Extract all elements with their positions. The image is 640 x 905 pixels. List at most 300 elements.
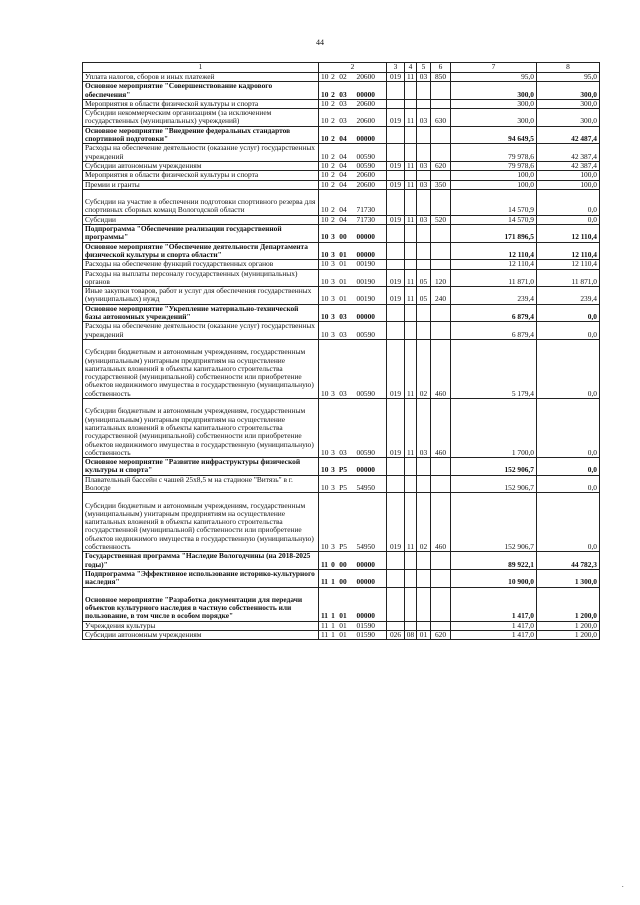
row-code [319,269,387,287]
row-code [319,260,387,269]
code-part: 2 [331,134,335,144]
header-cell: 6 [431,63,451,73]
row-name: Субсидии бюджетным и автономным учреждениям, государственным (муниципальным) унитарным предприятиям на осуществление капитальных вложений в объекты капитального строительства государственной (муниципальной) собственности или приобретение объектов недвижимого имущества в государственную (муниципальную) собственность [83,339,319,398]
row-c6: 620 [431,161,451,170]
code-part: 03 [339,312,347,322]
row-c4: 08 [405,631,417,640]
row-c3: 019 [387,339,405,398]
row-c3 [387,189,405,215]
code-part: 2 [331,205,335,215]
row-c7: 100,0 [451,171,537,180]
row-name: Мероприятия в области физической культуры и спорта [83,171,319,180]
row-name: Мероприятия в области физической культуры и спорта [83,99,319,108]
row-c4 [405,99,417,108]
row-c7: 10 900,0 [451,569,537,587]
code-part: 04 [339,170,347,180]
row-c4 [405,475,417,493]
row-c6 [431,552,451,570]
row-c4: 11 [405,287,417,305]
row-c4: 11 [405,109,417,127]
code-part: 10 [321,161,329,170]
code-part: 3 [331,542,335,552]
row-code [319,109,387,127]
row-name: Субсидии на участие в обеспечении подготовки спортивного резерва для спортивных сборных команд Вологодской области [83,189,319,215]
code-part: 2 [331,99,335,108]
row-name: Основное мероприятие "Разработка документации для передачи объектов культурного наследия в частную собственность или пользование, в том числе в особом порядке" [83,587,319,621]
row-c3: 019 [387,161,405,170]
row-c7: 14 570,9 [451,215,537,224]
row-code [319,475,387,493]
table-row [83,99,600,108]
table-row [83,493,600,552]
row-c3 [387,587,405,621]
row-name: Субсидии некоммерческим организациям (за исключением государственных (муниципальных) учреждений) [83,109,319,127]
row-name: Расходы на обеспечение деятельности (оказание услуг) государственных учреждений [83,322,319,340]
row-code [319,569,387,587]
table-row [83,287,600,305]
row-name: Расходы на обеспечение деятельности (оказание услуг) государственных учреждений [83,144,319,162]
row-c5 [417,242,431,260]
code-part: 00590 [356,447,375,457]
row-c4 [405,458,417,476]
row-code [319,552,387,570]
row-c4 [405,144,417,162]
row-c5 [417,189,431,215]
code-part: 2 [331,180,335,189]
row-c3 [387,552,405,570]
row-c3 [387,126,405,144]
row-c7: 94 649,5 [451,126,537,144]
row-name: Расходы на выплаты персоналу государственных (муниципальных) органов [83,269,319,287]
row-c6 [431,242,451,260]
row-c5: 02 [417,493,431,552]
code-part: 10 [321,388,329,398]
row-c5 [417,569,431,587]
row-c5 [417,225,431,243]
code-part: 3 [331,465,335,475]
row-code [319,189,387,215]
row-c5: 03 [417,215,431,224]
table-row [83,587,600,621]
code-part: 00190 [356,276,375,286]
code-part: 10 [321,259,329,269]
row-c8: 300,0 [537,109,600,127]
code-part: 00190 [356,259,375,269]
code-part: 10 [321,447,329,457]
table-row [83,180,600,189]
row-c8: 44 782,3 [537,552,600,570]
row-c7: 1 700,0 [451,399,537,458]
row-c3 [387,99,405,108]
row-c8: 42 387,4 [537,161,600,170]
row-c8: 12 110,4 [537,260,600,269]
row-c5 [417,99,431,108]
code-part: 3 [331,482,335,492]
row-code [319,99,387,108]
row-c5: 02 [417,339,431,398]
row-c6: 850 [431,73,451,82]
code-part: 71730 [356,215,375,224]
budget-table [82,62,600,640]
row-c3: 019 [387,109,405,127]
code-part: 10 [321,180,329,189]
row-c8: 12 110,4 [537,242,600,260]
row-code [319,322,387,340]
row-c5: 05 [417,287,431,305]
row-c8: 42 387,4 [537,144,600,162]
row-c7: 14 570,9 [451,189,537,215]
row-c3 [387,322,405,340]
row-name: Основное мероприятие "Обеспечение деятельности Департамента физической культуры и спорта области" [83,242,319,260]
row-c6 [431,458,451,476]
row-c3: 019 [387,215,405,224]
code-part: 03 [339,116,347,126]
row-code [319,73,387,82]
row-c8: 11 871,0 [537,269,600,287]
code-part: 3 [331,259,335,269]
row-c7: 6 879,4 [451,304,537,322]
code-part: 00 [339,232,347,242]
row-name: Основное мероприятие "Развитие инфраструктуры физической культуры и спорта" [83,458,319,476]
row-c5 [417,458,431,476]
row-c4: 11 [405,215,417,224]
code-part: 1 [331,630,335,640]
row-c5: 03 [417,180,431,189]
table-row [83,322,600,340]
row-c7: 79 978,6 [451,144,537,162]
row-c4 [405,171,417,180]
code-part: 01 [339,249,347,259]
row-c5: 03 [417,73,431,82]
header-cell: 8 [537,63,600,73]
row-c6: 460 [431,399,451,458]
row-code [319,225,387,243]
row-c8: 95,0 [537,73,600,82]
table-row [83,458,600,476]
row-c3: 019 [387,399,405,458]
code-part: P5 [338,465,348,475]
row-c5 [417,82,431,100]
row-c4: 11 [405,339,417,398]
row-code [319,304,387,322]
header-cell: 1 [83,63,319,73]
code-part: 10 [321,134,329,144]
row-c4: 11 [405,73,417,82]
table-row [83,269,600,287]
table-row [83,399,600,458]
row-c4 [405,304,417,322]
row-c8: 300,0 [537,99,600,108]
row-c6: 620 [431,631,451,640]
row-c5 [417,144,431,162]
row-c5 [417,171,431,180]
row-c4: 11 [405,180,417,189]
row-code [319,144,387,162]
row-c6 [431,587,451,621]
row-c8: 100,0 [537,171,600,180]
row-code [319,587,387,621]
row-name: Плавательный бассейн с чашей 25х8,5 м на стадионе "Витязь" в г. Вологде [83,475,319,493]
code-part: 04 [339,205,347,215]
row-c6 [431,189,451,215]
row-code [319,242,387,260]
table-row [83,171,600,180]
row-code [319,621,387,630]
table-row [83,621,600,630]
row-c8: 0,0 [537,215,600,224]
code-part: 04 [339,215,347,224]
row-code [319,171,387,180]
code-part: 01 [339,294,347,304]
row-c6 [431,569,451,587]
row-code [319,631,387,640]
code-part: 01 [339,621,347,630]
row-c7: 1 417,0 [451,631,537,640]
code-part: 00 [339,559,347,569]
row-c4 [405,587,417,621]
row-name: Расходы на обеспечение функций государственных органов [83,260,319,269]
row-c4 [405,82,417,100]
row-c7: 152 906,7 [451,493,537,552]
table-row [83,260,600,269]
row-c8: 0,0 [537,189,600,215]
row-c5: 03 [417,161,431,170]
table-header-row [83,63,600,73]
code-part: 0 [331,559,335,569]
row-c3 [387,621,405,630]
row-c3 [387,260,405,269]
code-part: 10 [321,116,329,126]
row-code [319,82,387,100]
code-part: 3 [331,329,335,339]
code-part: 03 [339,99,347,108]
row-c4: 11 [405,493,417,552]
row-name: Субсидии автономным учреждениям [83,631,319,640]
code-part: 54950 [356,542,375,552]
code-part: 04 [339,180,347,189]
row-c3: 019 [387,180,405,189]
code-part: 00 [339,577,347,587]
row-c8: 1 300,0 [537,569,600,587]
code-part: 20600 [356,180,375,189]
row-c4 [405,621,417,630]
table-row [83,225,600,243]
row-c6 [431,475,451,493]
row-c4: 11 [405,269,417,287]
row-c6: 240 [431,287,451,305]
header-cell: 2 [319,63,387,73]
row-c5: 01 [417,631,431,640]
row-c7: 300,0 [451,109,537,127]
row-c5 [417,126,431,144]
code-part: 2 [331,151,335,161]
row-c5 [417,475,431,493]
row-name: Субсидии бюджетным и автономным учреждениям, государственным (муниципальным) унитарным предприятиям на осуществление капитальных вложений в объекты капитального строительства государственной (муниципальной) собственности или приобретение объектов недвижимого имущества в государственную (муниципальную) собственность [83,493,319,552]
code-part: 11 [321,621,329,630]
row-name: Иные закупки товаров, работ и услуг для обеспечения государственных (муниципальных) нужд [83,287,319,305]
row-name: Основное мероприятие "Совершенствование кадрового обеспечения" [83,82,319,100]
header-cell: 5 [417,63,431,73]
code-part: 10 [321,465,329,475]
table-row [83,339,600,398]
code-part: P5 [339,482,347,492]
code-part: 10 [321,329,329,339]
code-part: 00590 [356,151,375,161]
code-part: 3 [331,276,335,286]
row-c7: 5 179,4 [451,339,537,398]
row-name: Субсидии автономным учреждениям [83,161,319,170]
code-part: 01590 [356,630,375,640]
code-part: 03 [339,388,347,398]
row-c7: 152 906,7 [451,458,537,476]
row-c8: 0,0 [537,304,600,322]
page-number: 44 [316,38,324,47]
row-c4: 11 [405,161,417,170]
row-c6: 120 [431,269,451,287]
row-c7: 300,0 [451,82,537,100]
row-c4 [405,189,417,215]
code-part: 10 [321,294,329,304]
table-row [83,215,600,224]
row-c3 [387,304,405,322]
row-c4 [405,126,417,144]
row-c7: 89 922,1 [451,552,537,570]
row-c8: 1 200,0 [537,621,600,630]
row-c3 [387,475,405,493]
table-row [83,569,600,587]
row-c8: 0,0 [537,458,600,476]
code-part: 03 [339,447,347,457]
row-c6 [431,260,451,269]
row-code [319,458,387,476]
row-code [319,180,387,189]
code-part: 00000 [356,134,375,144]
row-c4: 11 [405,399,417,458]
code-part: 3 [331,249,335,259]
row-c7: 1 417,0 [451,587,537,621]
row-name: Учреждения культуры [83,621,319,630]
scan-mark: · [621,883,624,891]
row-c6: 460 [431,493,451,552]
row-c6: 350 [431,180,451,189]
row-c6 [431,82,451,100]
row-c4 [405,260,417,269]
row-name: Основное мероприятие "Внедрение федеральных стандартов спортивной подготовки" [83,126,319,144]
code-part: 20600 [356,99,375,108]
row-name: Субсидии бюджетным и автономным учреждениям, государственным (муниципальным) унитарным предприятиям на осуществление капитальных вложений в объекты капитального строительства государственной (муниципальной) собственности или приобретение объектов недвижимого имущества в государственную (муниципальную) собственность [83,399,319,458]
header-cell: 7 [451,63,537,73]
code-part: 10 [321,89,329,99]
row-c8: 0,0 [537,475,600,493]
code-part: 10 [321,205,329,215]
row-c5 [417,304,431,322]
row-c7: 6 879,4 [451,322,537,340]
code-part: 1 [331,621,335,630]
table-row [83,109,600,127]
row-c8: 1 200,0 [537,587,600,621]
row-c6: 630 [431,109,451,127]
row-c8: 100,0 [537,180,600,189]
code-part: 00000 [356,232,375,242]
row-c3: 026 [387,631,405,640]
row-c3: 019 [387,493,405,552]
table-row [83,552,600,570]
code-part: 11 [321,630,329,640]
code-part: 71730 [356,205,375,215]
row-c7: 300,0 [451,99,537,108]
code-part: 11 [321,577,328,587]
code-part: 00590 [356,388,375,398]
row-c3 [387,458,405,476]
row-name: Подпрограмма "Обеспечение реализации государственной программы" [83,225,319,243]
row-c4 [405,242,417,260]
table-row [83,189,600,215]
code-part: 2 [331,170,335,180]
row-code [319,161,387,170]
row-c4 [405,225,417,243]
row-c8: 1 200,0 [537,631,600,640]
code-part: 2 [331,215,335,224]
row-c7: 100,0 [451,180,537,189]
row-c5: 03 [417,109,431,127]
code-part: 10 [321,232,329,242]
row-c5 [417,621,431,630]
row-c4 [405,322,417,340]
code-part: 03 [339,329,347,339]
code-part: 11 [321,559,328,569]
code-part: 11 [321,611,328,621]
code-part: 10 [321,72,329,81]
row-code [319,215,387,224]
code-part: 01590 [356,621,375,630]
code-part: 01 [339,276,347,286]
row-c5: 03 [417,399,431,458]
table-row [83,304,600,322]
code-part: 00000 [356,312,375,322]
row-c8: 0,0 [537,322,600,340]
row-c7: 12 110,4 [451,242,537,260]
table-row [83,82,600,100]
code-part: 01 [339,611,347,621]
code-part: 01 [339,259,347,269]
row-c3: 019 [387,269,405,287]
row-c5 [417,552,431,570]
row-c4 [405,569,417,587]
code-part: 2 [331,89,335,99]
row-c6 [431,144,451,162]
row-c3 [387,242,405,260]
row-c8: 239,4 [537,287,600,305]
code-part: 00590 [356,329,375,339]
row-c3: 019 [387,287,405,305]
row-c6: 460 [431,339,451,398]
table-row [83,73,600,82]
code-part: 54950 [356,482,375,492]
code-part: 10 [321,99,329,108]
code-part: 10 [321,249,329,259]
row-c5: 05 [417,269,431,287]
row-c7: 11 871,0 [451,269,537,287]
row-c7: 171 896,5 [451,225,537,243]
row-c5 [417,260,431,269]
row-c8: 12 110,4 [537,225,600,243]
code-part: 00000 [356,559,375,569]
row-name: Основное мероприятие "Укрепление материально-технической базы автономных учреждений" [83,304,319,322]
code-part: 3 [331,312,335,322]
code-part: 01 [339,630,347,640]
code-part: 04 [339,151,347,161]
row-c3 [387,225,405,243]
